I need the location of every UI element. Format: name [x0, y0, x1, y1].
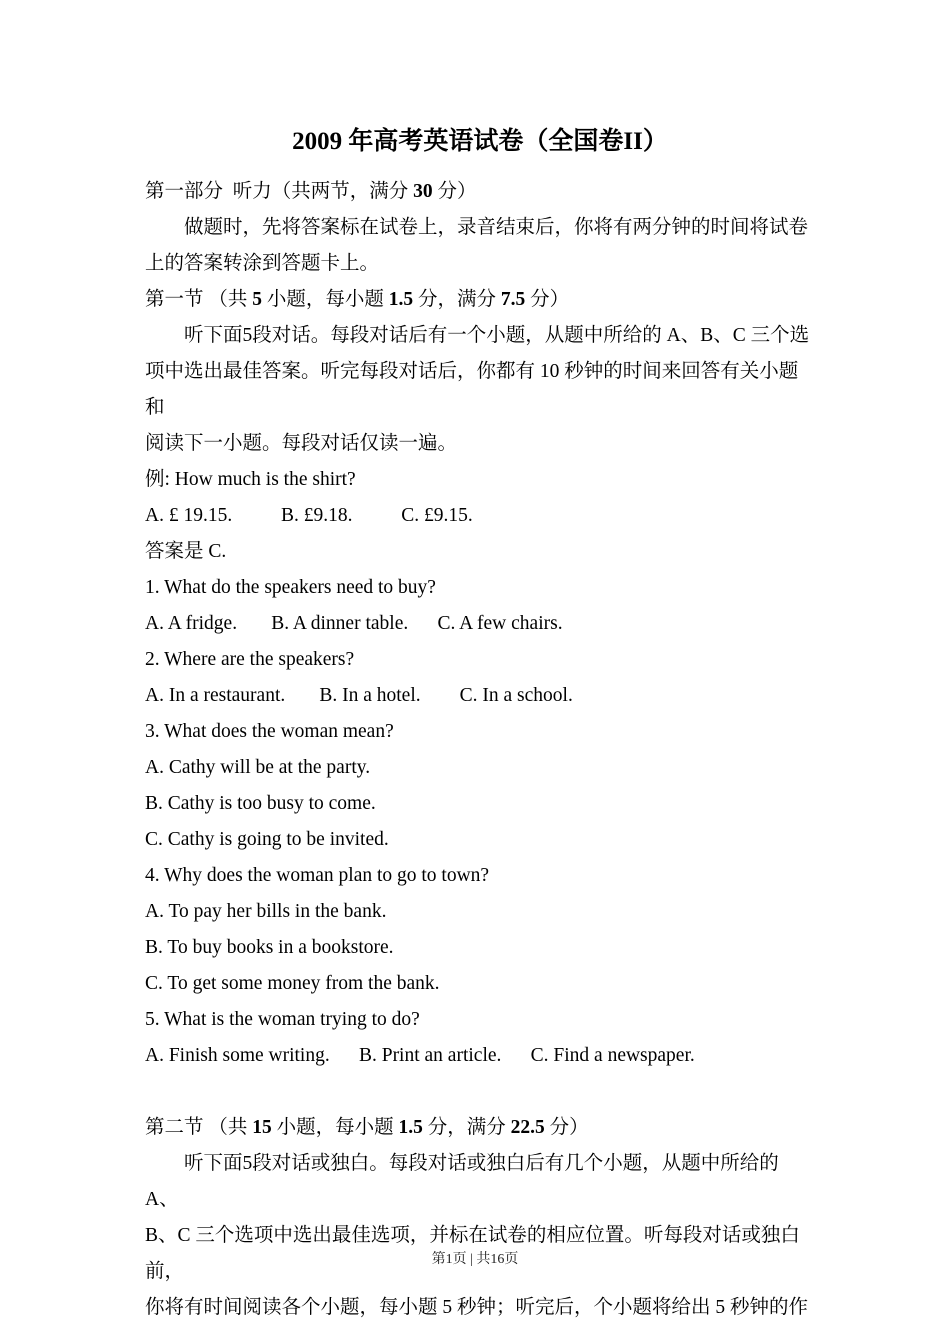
text-run: A. £ 19.15. B. £9.18. C. £9.15.	[145, 505, 473, 526]
text-run: 第一部分 听力（共两节，满分	[145, 181, 414, 202]
document-line	[145, 354, 815, 426]
text-run: 上的答案转涂到答题卡上。	[145, 253, 380, 274]
document-line	[145, 570, 815, 606]
text-run: 分，满分	[413, 289, 501, 310]
document-line	[145, 534, 815, 570]
document-line	[145, 462, 815, 498]
text-run-bold: 7.5	[500, 289, 526, 310]
document-line	[145, 246, 815, 282]
section-heading-node2	[145, 1110, 815, 1146]
text-run: 4. Why does the woman plan to go to town?	[145, 865, 490, 886]
text-run: 听下面5段对话。每段对话后有一个小题，从题中所给的 A、B、C 三个选	[184, 325, 810, 346]
text-run: 第一节 （共	[145, 289, 253, 310]
text-run-bold: 1.5	[388, 289, 414, 310]
text-run: 分）	[525, 289, 570, 310]
text-run: 3. What does the woman mean?	[145, 721, 394, 742]
blank-line	[145, 1074, 815, 1110]
text-run: 第二节 （共	[145, 1117, 253, 1138]
page-number-text: 第1页 | 共16页	[431, 1252, 519, 1267]
text-run: 分，满分	[422, 1117, 511, 1138]
document-line	[145, 1146, 815, 1218]
text-run: 5. What is the woman trying to do?	[145, 1009, 420, 1030]
document-title	[145, 122, 815, 162]
document-line	[145, 426, 815, 462]
text-run: 分）	[544, 1117, 589, 1138]
text-run-bold: 2009 年高考英语试卷（全国卷II）	[292, 128, 668, 155]
document-line	[145, 894, 815, 930]
text-run: 例: How much is the shirt?	[145, 469, 356, 490]
document-line	[145, 822, 815, 858]
text-run-bold: 30	[413, 181, 433, 202]
document-line	[145, 1290, 815, 1326]
section-heading-node1	[145, 282, 815, 318]
text-run: 小题，每小题	[271, 1117, 399, 1138]
text-run: A. To pay her bills in the bank.	[145, 901, 387, 922]
text-run: 小题，每小题	[262, 289, 389, 310]
text-run-bold: 5	[252, 289, 263, 310]
document-content	[145, 122, 815, 1326]
text-run: A. Finish some writing. B. Print an article. C. Find a newspaper.	[145, 1045, 695, 1066]
text-run-bold: 1.5	[398, 1117, 423, 1138]
document-line	[145, 606, 815, 642]
text-run: 1. What do the speakers need to buy?	[145, 577, 436, 598]
text-run: 分）	[432, 181, 477, 202]
text-run: 听下面5段对话或独白。每段对话或独白后有几个小题，从题中所给的 A、	[145, 1153, 784, 1210]
document-line	[145, 318, 815, 354]
document-line	[145, 750, 815, 786]
text-run: 做题时，先将答案标在试卷上，录音结束后，你将有两分钟的时间将试卷	[184, 217, 809, 238]
text-run: C. To get some money from the bank.	[145, 973, 440, 994]
text-run: 阅读下一小题。每段对话仅读一遍。	[145, 433, 458, 454]
text-run: 2. Where are the speakers?	[145, 649, 355, 670]
text-run: A. In a restaurant. B. In a hotel. C. In a school.	[145, 685, 573, 706]
document-line	[145, 1002, 815, 1038]
text-run: A. Cathy will be at the party.	[145, 757, 371, 778]
page-footer	[0, 1248, 950, 1268]
document-line	[145, 498, 815, 534]
section-heading-part1	[145, 174, 815, 210]
text-run: B. To buy books in a bookstore.	[145, 937, 394, 958]
text-run: 项中选出最佳答案。听完每段对话后，你都有 10 秒钟的时间来回答有关小题和	[145, 361, 799, 418]
document-line	[145, 678, 815, 714]
text-run-bold: 15	[252, 1117, 272, 1138]
text-run: B、C 三个选项中选出最佳选项，并标在试卷的相应位置。听每段对话或独白前，	[145, 1225, 800, 1282]
text-run-bold: 22.5	[510, 1117, 545, 1138]
text-run: C. Cathy is going to be invited.	[145, 829, 389, 850]
document-line	[145, 642, 815, 678]
text-run: 答案是 C.	[145, 541, 227, 562]
document-line	[145, 966, 815, 1002]
text-run: 你将有时间阅读各个小题，每小题 5 秒钟；听完后，个小题将给出 5 秒钟的作	[145, 1297, 809, 1318]
document-line	[145, 930, 815, 966]
document-line	[145, 858, 815, 894]
document-line	[145, 786, 815, 822]
document-line	[145, 210, 815, 246]
document-line	[145, 1038, 815, 1074]
text-run: B. Cathy is too busy to come.	[145, 793, 376, 814]
document-line	[145, 714, 815, 750]
text-run: A. A fridge. B. A dinner table. C. A few chairs.	[145, 613, 563, 634]
